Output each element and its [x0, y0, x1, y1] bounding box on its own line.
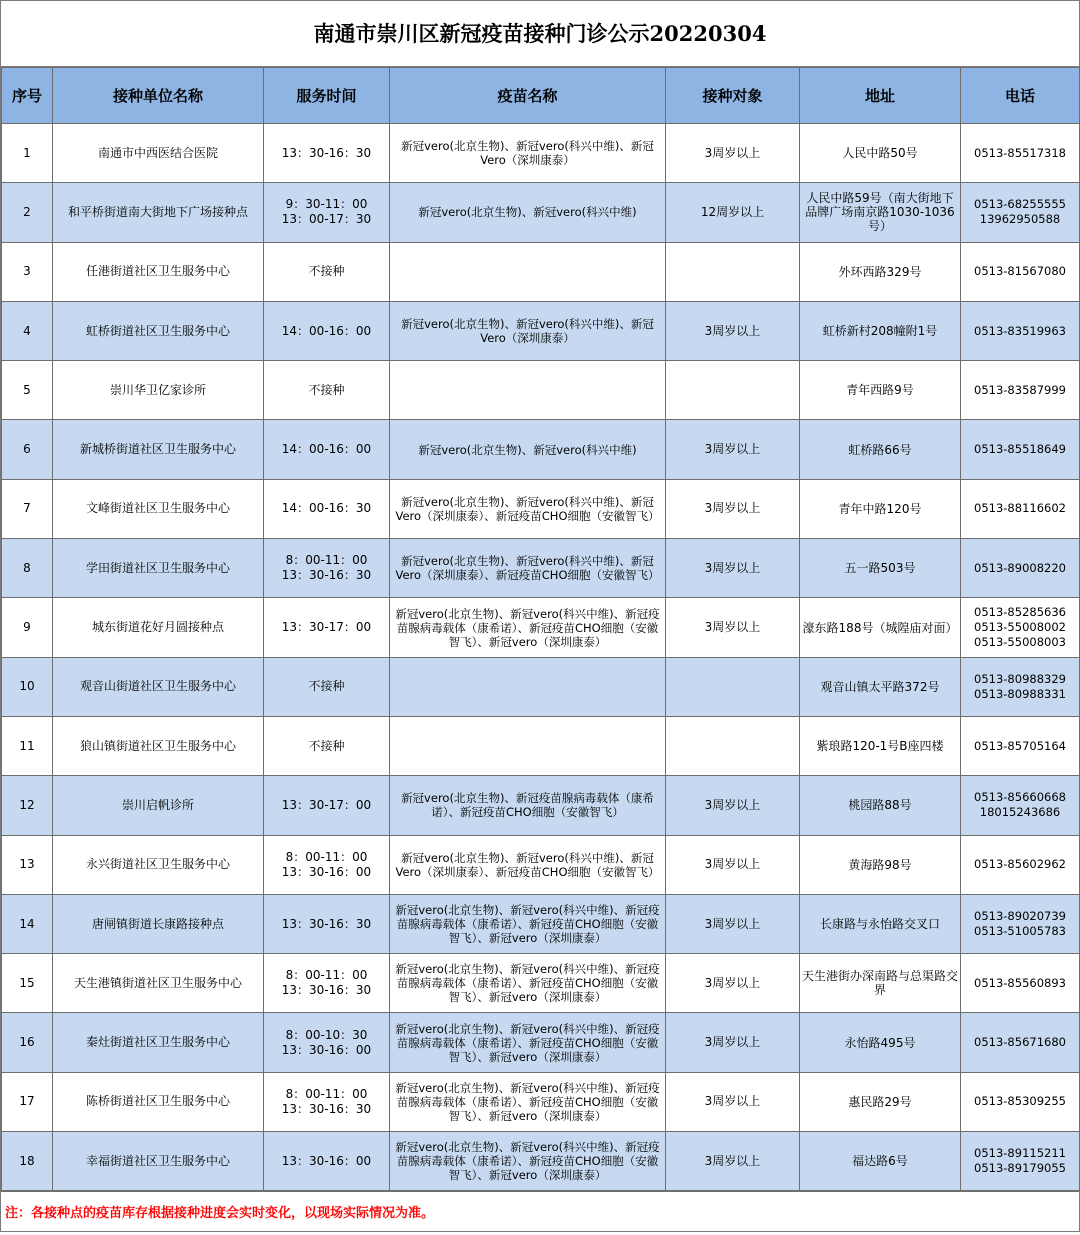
cell-time-line: 13：30-16：30 — [281, 983, 372, 998]
cell-vaccine: 新冠vero(北京生物)、新冠vero(科兴中维)、新冠Vero（深圳康泰）、新冠疫苗CHO细胞（安徽智飞） — [390, 539, 666, 598]
cell-target: 3周岁以上 — [666, 479, 800, 538]
cell-phone-line: 0513-80988329 — [974, 671, 1066, 686]
cell-time — [264, 420, 390, 479]
cell-no: 6 — [2, 420, 53, 479]
cell-vaccine: 新冠vero(北京生物)、新冠vero(科兴中维) — [390, 183, 666, 242]
cell-time-line: 13：00-17：30 — [281, 212, 372, 227]
cell-phone-line: 0513-83519963 — [974, 323, 1066, 338]
cell-address: 永怡路495号 — [800, 1013, 961, 1072]
cell-phone-line: 0513-89179055 — [974, 1161, 1066, 1176]
table-row — [2, 894, 1080, 953]
cell-no: 2 — [2, 183, 53, 242]
cell-target: 12周岁以上 — [666, 183, 800, 242]
cell-time-line: 13：30-17：00 — [281, 620, 372, 635]
cell-time-line: 13：30-16：00 — [281, 1153, 372, 1168]
cell-phone — [961, 716, 1080, 775]
cell-target: 3周岁以上 — [666, 1132, 800, 1191]
cell-target: 3周岁以上 — [666, 598, 800, 657]
cell-target — [666, 716, 800, 775]
cell-vaccine: 新冠vero(北京生物)、新冠vero(科兴中维)、新冠疫苗腺病毒载体（康希诺）、新冠疫苗CHO细胞（安徽智飞）、新冠vero（深圳康泰） — [390, 598, 666, 657]
cell-unit: 南通市中西医结合医院 — [53, 124, 264, 183]
cell-target: 3周岁以上 — [666, 776, 800, 835]
cell-phone — [961, 894, 1080, 953]
cell-phone — [961, 835, 1080, 894]
cell-no: 4 — [2, 301, 53, 360]
cell-time-line: 8：00-11：00 — [285, 849, 368, 864]
cell-address: 人民中路59号（南大街地下品牌广场南京路1030-1036号） — [800, 183, 961, 242]
cell-phone — [961, 420, 1080, 479]
cell-phone-line: 0513-85285636 — [974, 605, 1066, 620]
header-time: 服务时间 — [264, 68, 390, 124]
cell-target: 3周岁以上 — [666, 539, 800, 598]
table-row — [2, 242, 1080, 301]
cell-time — [264, 183, 390, 242]
cell-vaccine: 新冠vero(北京生物)、新冠vero(科兴中维)、新冠Vero（深圳康泰）、新冠疫苗CHO细胞（安徽智飞） — [390, 835, 666, 894]
cell-phone-line: 0513-85309255 — [974, 1094, 1066, 1109]
cell-phone — [961, 776, 1080, 835]
cell-time-line: 13：30-16：00 — [281, 1042, 372, 1057]
cell-unit: 和平桥街道南大街地下广场接种点 — [53, 183, 264, 242]
cell-address: 外环西路329号 — [800, 242, 961, 301]
cell-phone-line: 18015243686 — [979, 805, 1061, 820]
cell-vaccine: 新冠vero(北京生物)、新冠vero(科兴中维) — [390, 420, 666, 479]
table-row — [2, 420, 1080, 479]
cell-unit: 永兴街道社区卫生服务中心 — [53, 835, 264, 894]
clinic-table — [1, 67, 1080, 1191]
cell-time — [264, 716, 390, 775]
cell-address: 天生港街办深南路与总渠路交界 — [800, 954, 961, 1013]
table-header-row — [2, 68, 1080, 124]
cell-time — [264, 1072, 390, 1131]
cell-time-line: 13：30-17：00 — [281, 797, 372, 812]
cell-address: 福达路6号 — [800, 1132, 961, 1191]
header-unit: 接种单位名称 — [53, 68, 264, 124]
header-phone: 电话 — [961, 68, 1080, 124]
cell-address: 观音山镇太平路372号 — [800, 657, 961, 716]
cell-phone-line: 0513-51005783 — [974, 924, 1066, 938]
cell-phone-line: 0513-85660668 — [974, 790, 1066, 805]
cell-address: 青年中路120号 — [800, 479, 961, 538]
cell-no: 17 — [2, 1072, 53, 1131]
cell-no: 18 — [2, 1132, 53, 1191]
cell-unit: 崇川启帆诊所 — [53, 776, 264, 835]
cell-phone — [961, 183, 1080, 242]
cell-address: 惠民路29号 — [800, 1072, 961, 1131]
cell-unit: 新城桥街道社区卫生服务中心 — [53, 420, 264, 479]
cell-address: 长康路与永怡路交叉口 — [800, 894, 961, 953]
cell-target — [666, 242, 800, 301]
cell-phone-line: 0513-80988331 — [974, 686, 1066, 701]
cell-unit: 崇川华卫亿家诊所 — [53, 361, 264, 420]
cell-vaccine: 新冠vero(北京生物)、新冠vero(科兴中维)、新冠Vero（深圳康泰） — [390, 301, 666, 360]
cell-no: 11 — [2, 716, 53, 775]
cell-time — [264, 776, 390, 835]
cell-phone-line: 0513-83587999 — [974, 382, 1066, 397]
cell-time-line: 14：00-16：30 — [281, 501, 372, 516]
cell-phone-line: 0513-89008220 — [974, 560, 1066, 575]
cell-address: 濠东路188号（城隍庙对面） — [800, 598, 961, 657]
cell-phone-line: 0513-68255555 — [974, 197, 1066, 212]
cell-time-line: 不接种 — [308, 679, 345, 694]
table-row — [2, 539, 1080, 598]
cell-target — [666, 657, 800, 716]
cell-time-line: 不接种 — [308, 738, 345, 753]
cell-vaccine — [390, 242, 666, 301]
cell-phone-line: 0513-89020739 — [974, 909, 1066, 923]
cell-time — [264, 954, 390, 1013]
cell-no: 12 — [2, 776, 53, 835]
cell-no: 15 — [2, 954, 53, 1013]
cell-time — [264, 657, 390, 716]
cell-vaccine: 新冠vero(北京生物)、新冠疫苗腺病毒载体（康希诺）、新冠疫苗CHO细胞（安徽智飞） — [390, 776, 666, 835]
cell-vaccine: 新冠vero(北京生物)、新冠vero(科兴中维)、新冠疫苗腺病毒载体（康希诺）、新冠疫苗CHO细胞（安徽智飞）、新冠vero（深圳康泰） — [390, 1132, 666, 1191]
cell-no: 8 — [2, 539, 53, 598]
cell-time-line: 8：00-10：30 — [285, 1027, 368, 1042]
cell-unit: 唐闸镇街道长康路接种点 — [53, 894, 264, 953]
cell-time — [264, 894, 390, 953]
cell-phone-line: 0513-89115211 — [974, 1146, 1066, 1161]
cell-target: 3周岁以上 — [666, 835, 800, 894]
cell-time — [264, 835, 390, 894]
cell-time-line: 不接种 — [308, 264, 345, 279]
table-row — [2, 1132, 1080, 1191]
cell-vaccine: 新冠vero(北京生物)、新冠vero(科兴中维)、新冠疫苗腺病毒载体（康希诺）、新冠疫苗CHO细胞（安徽智飞）、新冠vero（深圳康泰） — [390, 894, 666, 953]
cell-time-line: 8：00-11：00 — [285, 1086, 368, 1101]
cell-address: 虹桥路66号 — [800, 420, 961, 479]
cell-address: 桃园路88号 — [800, 776, 961, 835]
cell-vaccine — [390, 361, 666, 420]
cell-target: 3周岁以上 — [666, 954, 800, 1013]
cell-time — [264, 539, 390, 598]
cell-phone — [961, 301, 1080, 360]
cell-time — [264, 598, 390, 657]
cell-phone — [961, 598, 1080, 657]
cell-no: 7 — [2, 479, 53, 538]
cell-time-line: 13：30-16：00 — [281, 864, 372, 879]
cell-time — [264, 301, 390, 360]
cell-no: 1 — [2, 124, 53, 183]
cell-phone-line: 0513-85602962 — [974, 857, 1066, 872]
cell-no: 13 — [2, 835, 53, 894]
table-row — [2, 479, 1080, 538]
cell-time — [264, 1132, 390, 1191]
cell-address: 五一路503号 — [800, 539, 961, 598]
cell-address: 紫琅路120-1号B座四楼 — [800, 716, 961, 775]
cell-unit: 文峰街道社区卫生服务中心 — [53, 479, 264, 538]
table-row — [2, 1072, 1080, 1131]
cell-vaccine — [390, 657, 666, 716]
table-row — [2, 598, 1080, 657]
table-row — [2, 301, 1080, 360]
cell-unit: 虹桥街道社区卫生服务中心 — [53, 301, 264, 360]
table-row — [2, 124, 1080, 183]
cell-no: 10 — [2, 657, 53, 716]
table-row — [2, 776, 1080, 835]
cell-vaccine: 新冠vero(北京生物)、新冠vero(科兴中维)、新冠Vero（深圳康泰） — [390, 124, 666, 183]
cell-phone-line: 0513-81567080 — [974, 264, 1066, 279]
cell-address: 虹桥新村208幢附1号 — [800, 301, 961, 360]
cell-time-line: 13：30-16：30 — [281, 568, 372, 583]
cell-phone — [961, 539, 1080, 598]
cell-phone-line: 0513-85560893 — [974, 975, 1066, 990]
header-no: 序号 — [2, 68, 53, 124]
cell-address: 黄海路98号 — [800, 835, 961, 894]
cell-phone-line: 13962950588 — [979, 212, 1061, 227]
cell-vaccine: 新冠vero(北京生物)、新冠vero(科兴中维)、新冠Vero（深圳康泰）、新冠疫苗CHO细胞（安徽智飞） — [390, 479, 666, 538]
cell-time-line: 不接种 — [308, 382, 345, 397]
cell-phone — [961, 242, 1080, 301]
cell-time — [264, 1013, 390, 1072]
table-row — [2, 657, 1080, 716]
cell-time — [264, 242, 390, 301]
table-body — [2, 124, 1080, 1191]
cell-phone-line: 0513-55008002 — [974, 620, 1066, 635]
cell-phone — [961, 954, 1080, 1013]
cell-time-line: 13：30-16：30 — [281, 916, 372, 931]
cell-unit: 城东街道花好月圆接种点 — [53, 598, 264, 657]
cell-vaccine: 新冠vero(北京生物)、新冠vero(科兴中维)、新冠疫苗腺病毒载体（康希诺）、新冠疫苗CHO细胞（安徽智飞）、新冠vero（深圳康泰） — [390, 954, 666, 1013]
header-address: 地址 — [800, 68, 961, 124]
cell-time-line: 8：00-11：00 — [285, 553, 368, 568]
cell-phone — [961, 1072, 1080, 1131]
cell-time-line: 13：30-16：30 — [281, 145, 372, 160]
table-row — [2, 183, 1080, 242]
cell-no: 9 — [2, 598, 53, 657]
cell-vaccine: 新冠vero(北京生物)、新冠vero(科兴中维)、新冠疫苗腺病毒载体（康希诺）、新冠疫苗CHO细胞（安徽智飞）、新冠vero（深圳康泰） — [390, 1013, 666, 1072]
cell-phone — [961, 657, 1080, 716]
cell-no: 5 — [2, 361, 53, 420]
cell-phone — [961, 361, 1080, 420]
cell-address: 青年西路9号 — [800, 361, 961, 420]
cell-target: 3周岁以上 — [666, 420, 800, 479]
cell-unit: 幸福街道社区卫生服务中心 — [53, 1132, 264, 1191]
cell-phone-line: 0513-85518649 — [974, 442, 1066, 457]
cell-time-line: 9：30-11：00 — [285, 197, 368, 212]
header-target: 接种对象 — [666, 68, 800, 124]
cell-unit: 天生港镇街道社区卫生服务中心 — [53, 954, 264, 1013]
cell-no: 14 — [2, 894, 53, 953]
cell-phone — [961, 479, 1080, 538]
cell-time-line: 14：00-16：00 — [281, 442, 372, 457]
cell-vaccine — [390, 716, 666, 775]
cell-unit: 学田街道社区卫生服务中心 — [53, 539, 264, 598]
cell-no: 3 — [2, 242, 53, 301]
cell-time — [264, 124, 390, 183]
cell-phone-line: 0513-85517318 — [974, 145, 1066, 160]
cell-address: 人民中路50号 — [800, 124, 961, 183]
table-row — [2, 954, 1080, 1013]
cell-no: 16 — [2, 1013, 53, 1072]
cell-target: 3周岁以上 — [666, 301, 800, 360]
cell-phone — [961, 124, 1080, 183]
cell-target: 3周岁以上 — [666, 1013, 800, 1072]
cell-unit: 任港街道社区卫生服务中心 — [53, 242, 264, 301]
cell-time-line: 14：00-16：00 — [281, 323, 372, 338]
cell-unit: 观音山街道社区卫生服务中心 — [53, 657, 264, 716]
cell-phone-line: 0513-85671680 — [974, 1035, 1066, 1050]
cell-unit: 陈桥街道社区卫生服务中心 — [53, 1072, 264, 1131]
footnote: 注：各接种点的疫苗库存根据接种进度会实时变化，以现场实际情况为准。 — [1, 1191, 1079, 1234]
page-title: 南通市崇川区新冠疫苗接种门诊公示20220304 — [1, 1, 1079, 67]
cell-time — [264, 479, 390, 538]
cell-time-line: 13：30-16：30 — [281, 1101, 372, 1116]
cell-unit: 狼山镇街道社区卫生服务中心 — [53, 716, 264, 775]
cell-phone — [961, 1013, 1080, 1072]
cell-target: 3周岁以上 — [666, 124, 800, 183]
cell-vaccine: 新冠vero(北京生物)、新冠vero(科兴中维)、新冠疫苗腺病毒载体（康希诺）、新冠疫苗CHO细胞（安徽智飞）、新冠vero（深圳康泰） — [390, 1072, 666, 1131]
table-row — [2, 716, 1080, 775]
table-row — [2, 835, 1080, 894]
cell-target — [666, 361, 800, 420]
cell-unit: 秦灶街道社区卫生服务中心 — [53, 1013, 264, 1072]
cell-time-line: 8：00-11：00 — [285, 968, 368, 983]
cell-phone-line: 0513-88116602 — [974, 501, 1066, 516]
cell-target: 3周岁以上 — [666, 1072, 800, 1131]
cell-phone — [961, 1132, 1080, 1191]
table-row — [2, 361, 1080, 420]
header-vaccine: 疫苗名称 — [390, 68, 666, 124]
cell-phone-line: 0513-55008003 — [974, 635, 1066, 650]
cell-time — [264, 361, 390, 420]
table-row — [2, 1013, 1080, 1072]
cell-target: 3周岁以上 — [666, 894, 800, 953]
cell-phone-line: 0513-85705164 — [974, 738, 1066, 753]
